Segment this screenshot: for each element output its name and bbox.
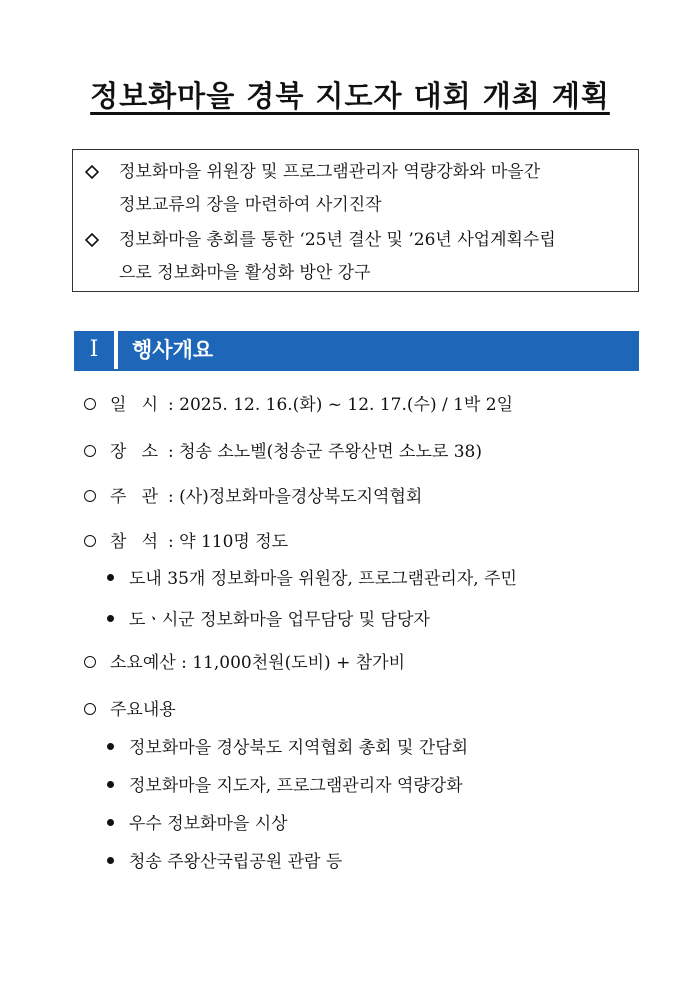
- list-item-text: 청송 주왕산국립공원 관람 등: [129, 852, 343, 872]
- section-header: [74, 331, 639, 369]
- dot-bullet-icon: [107, 819, 114, 826]
- detail-value: : 청송 소노벨(청송군 주왕산면 소노로 38): [168, 442, 482, 462]
- list-item-text: 정보화마을 지도자, 프로그램관리자 역량강화: [129, 776, 463, 796]
- list-item: [107, 608, 430, 632]
- section-divider: [74, 369, 639, 371]
- circle-bullet-icon: [84, 398, 96, 410]
- summary-box: [72, 149, 639, 292]
- list-item-text: 정보화마을 경상북도 지역협회 총회 및 간담회: [129, 738, 469, 758]
- detail-date: [84, 393, 513, 417]
- summary-line: 정보화마을 총회를 통한 ‘25년 결산 및 ’26년 사업계획수립: [119, 230, 556, 250]
- summary-line: 으로 정보화마을 활성화 방안 강구: [119, 263, 371, 283]
- circle-bullet-icon: [84, 490, 96, 502]
- detail-label: 주 관: [110, 487, 158, 507]
- circle-bullet-icon: [84, 656, 96, 668]
- detail-value: : 2025. 12. 16.(화) ~ 12. 17.(수) / 1박 2일: [168, 395, 513, 415]
- detail-value: : 약 110명 정도: [168, 532, 289, 552]
- dot-bullet-icon: [107, 743, 114, 750]
- summary-line: 정보교류의 장을 마련하여 사기진작: [119, 195, 382, 215]
- dot-bullet-icon: [107, 781, 114, 788]
- circle-bullet-icon: [84, 445, 96, 457]
- detail-label: 참 석: [110, 532, 158, 552]
- dot-bullet-icon: [107, 857, 114, 864]
- document-title: 정보화마을 경북 지도자 대회 개최 계획: [90, 79, 610, 113]
- dot-bullet-icon: [107, 615, 114, 622]
- detail-place: [84, 440, 482, 464]
- list-item: [107, 812, 288, 836]
- list-item-text: 도ㆍ시군 정보화마을 업무담당 및 담당자: [129, 610, 430, 630]
- list-item: [107, 774, 463, 798]
- diamond-icon: [85, 165, 99, 179]
- detail-label: 일 시: [110, 395, 158, 415]
- list-item-text: 도내 35개 정보화마을 위원장, 프로그램관리자, 주민: [129, 569, 517, 589]
- dot-bullet-icon: [107, 574, 114, 581]
- list-item: [107, 850, 342, 874]
- detail-value: : 11,000천원(도비) + 참가비: [181, 653, 405, 673]
- list-item: [107, 567, 517, 591]
- detail-host: [84, 485, 422, 509]
- detail-label: 소요예산: [110, 653, 176, 673]
- summary-item: [85, 224, 630, 290]
- summary-line: 정보화마을 위원장 및 프로그램관리자 역량강화와 마을간: [119, 162, 541, 182]
- detail-contents: [84, 698, 176, 722]
- detail-label: 주요내용: [110, 700, 176, 720]
- section-title: 행사개요: [118, 331, 639, 369]
- detail-budget: [84, 651, 405, 675]
- detail-value: : (사)정보화마을경상북도지역협회: [168, 487, 423, 507]
- detail-label: 장 소: [110, 442, 158, 462]
- diamond-icon: [85, 233, 99, 247]
- circle-bullet-icon: [84, 703, 96, 715]
- detail-attendees: [84, 530, 288, 554]
- summary-item: [85, 156, 630, 222]
- section-number: Ⅰ: [74, 331, 114, 369]
- circle-bullet-icon: [84, 535, 96, 547]
- list-item: [107, 736, 468, 760]
- list-item-text: 우수 정보화마을 시상: [129, 814, 288, 834]
